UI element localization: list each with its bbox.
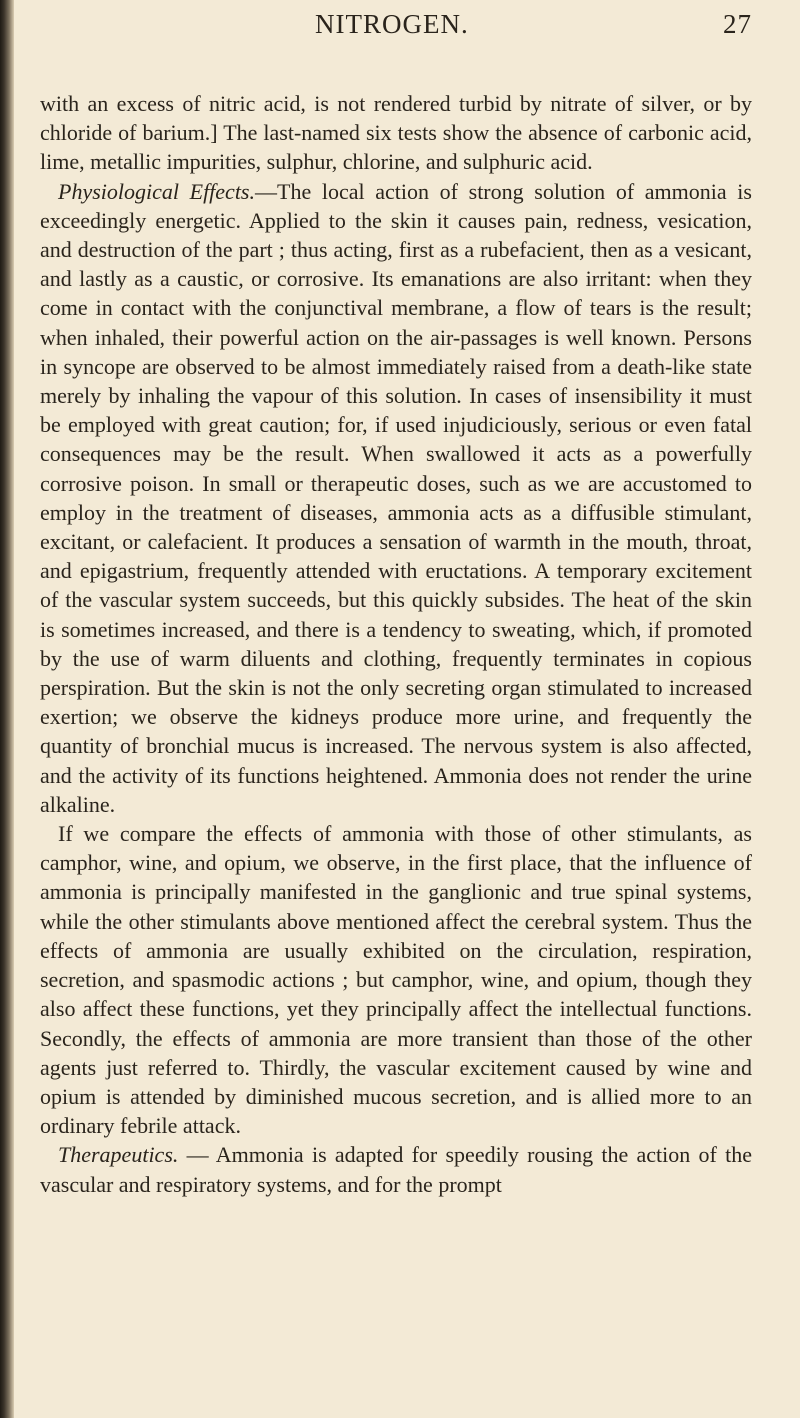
- page-header: [40, 9, 752, 49]
- section-heading-therapeutics: Therapeutics.: [58, 1142, 179, 1168]
- section-heading-physiological-effects: Physiological Effects.: [58, 178, 255, 204]
- body-text: [40, 89, 752, 1199]
- book-spine-shadow: [0, 0, 14, 1418]
- paragraph-therapeutics: [40, 1140, 752, 1198]
- paragraph-text: — Ammonia is adapted for speedily rousing the action of the vascular and respiratory systems, and for the prompt: [40, 1142, 752, 1197]
- paragraph-text: with an excess of nitric acid, is not rendered turbid by nitrate of silver, or by chloride of barium.] The last-named six tests show the absence of carbonic acid, lime, metallic impurities, sulphur, chlorine, and sulphuric acid.: [40, 91, 752, 175]
- paragraph-physiological-effects: [40, 177, 752, 819]
- running-head: NITROGEN.: [315, 9, 469, 39]
- page-number: 27: [723, 9, 752, 39]
- paragraph-text: If we compare the effects of ammonia with those of other stimulants, as camphor, wine, and opium, we observe, in the first place, that the influence of ammonia is principally manifested in the ganglionic and true spinal systems, while the other stimulants above mentioned affect the cerebral system. Thus the effects of ammonia are usually exhibited on the circulation, respiration, secretion, and spasmodic actions ; but camphor, wine, and opium, though they also affect these functions, yet they principally affect the intellectual functions. Secondly, the effects of ammonia are more transient than those of the other agents just referred to. Thirdly, the vascular excitement caused by wine and opium is attended by diminished mucous secretion, and is allied more to an ordinary febrile attack.: [40, 821, 752, 1139]
- book-page: [40, 0, 752, 1418]
- paragraph-text: —The local action of strong solution of ammonia is exceedingly energetic. Applied to the skin it causes pain, redness, vesication, and destruction of the part ; thus acting, first as a rubefacient, then as a vesicant, and lastly as a caustic, or corrosive. Its emanations are also irritant: when they come in contact with the conjunctival membrane, a flow of tears is the result; when inhaled, their powerful action on the air-passages is well known. Persons in syncope are observed to be almost immediately raised from a death-like state merely by inhaling the vapour of this solution. In cases of insensibility it must be employed with great caution; for, if used injudiciously, serious or even fatal consequences may be the result. When swallowed it acts as a powerfully corrosive poison. In small or therapeutic doses, such as we are accustomed to employ in the treatment of diseases, ammonia acts as a diffusible stimulant, excitant, or calefacient. It produces a sensation of warmth in the mouth, throat, and epigastrium, frequently attended with eructations. A temporary excitement of the vascular system succeeds, but this quickly subsides. The heat of the skin is sometimes increased, and there is a tendency to sweating, which, if promoted by the use of warm diluents and clothing, frequently terminates in copious perspiration. But the skin is not the only secreting organ stimulated to increased exertion; we observe the kidneys produce more urine, and frequently the quantity of bronchial mucus is increased. The nervous system is also affected, and the activity of its functions heightened. Ammonia does not render the urine alkaline.: [40, 178, 752, 817]
- paragraph-tests-continued: [40, 89, 752, 177]
- paragraph-comparison-stimulants: [40, 819, 752, 1140]
